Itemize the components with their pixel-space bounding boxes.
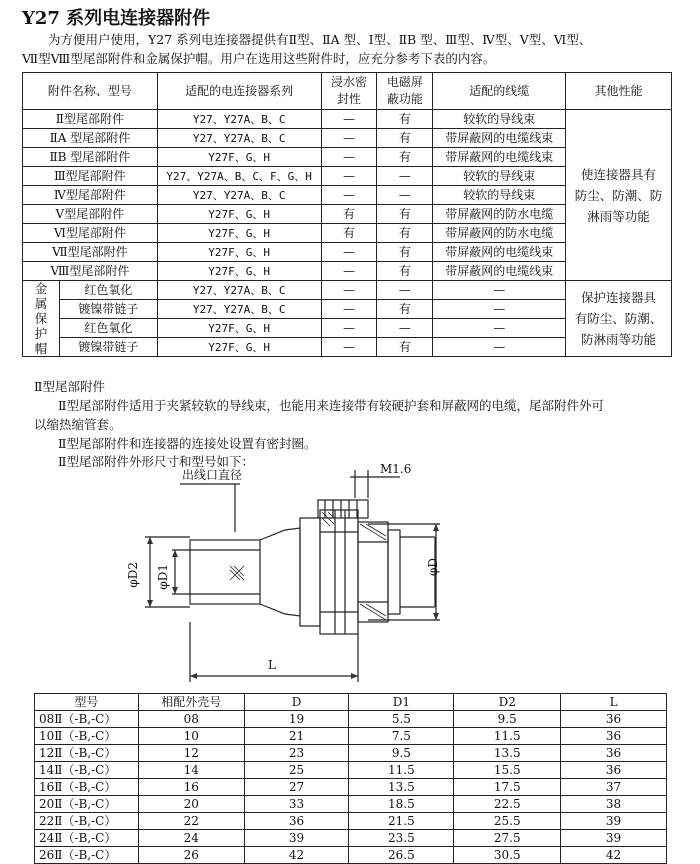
cable-type: 带屏蔽网的电缆线束	[433, 148, 566, 167]
model-cell: 16Ⅱ（-B,-C）	[35, 779, 139, 796]
water-seal: —	[321, 129, 377, 148]
note-line: 防淋雨等功能	[581, 332, 657, 347]
water-seal: —	[321, 319, 377, 338]
cap-name: 红色氧化	[59, 281, 157, 300]
d1-cell: 11.5	[349, 762, 454, 779]
emi-shield: —	[377, 186, 433, 205]
l-cell: 37	[561, 779, 667, 796]
table2-row	[35, 762, 667, 779]
emi-shield: 有	[377, 129, 433, 148]
l-cell: 38	[561, 796, 667, 813]
note-line: 防尘、防潮、防	[574, 187, 663, 203]
shell-size-cell: 08	[138, 711, 244, 728]
cap-name: 红色氧化	[59, 319, 157, 338]
connector-series: Y27F、G、H	[157, 205, 321, 224]
accessory-name: ⅡA 型尾部附件	[23, 129, 158, 148]
cap-char: 帽	[34, 341, 48, 356]
table1-header-cell: 适配的电连接器系列	[157, 73, 321, 110]
dimension-table	[34, 693, 667, 864]
connector-series: Y27F、G、H	[157, 319, 321, 338]
cable-type: —	[433, 300, 566, 319]
water-seal: —	[321, 148, 377, 167]
table2-header-cell: L	[561, 694, 667, 711]
cap-char: 保	[34, 311, 48, 326]
shell-size-cell: 16	[138, 779, 244, 796]
note-line: 使连接器具有	[581, 166, 657, 182]
cable-type: 较软的导线束	[433, 186, 566, 205]
drawing-svg	[130, 462, 590, 687]
table2-row	[35, 796, 667, 813]
metal-cap-group	[23, 281, 60, 357]
shell-size-cell: 14	[138, 762, 244, 779]
d1-cell: 9.5	[349, 745, 454, 762]
cable-type: 带屏蔽网的电缆线束	[433, 129, 566, 148]
water-seal: —	[321, 338, 377, 357]
accessory-name: Ⅲ型尾部附件	[23, 167, 158, 186]
emi-shield: 有	[377, 262, 433, 281]
connector-series: Y27F、G、H	[157, 148, 321, 167]
d-cell: 36	[244, 813, 349, 830]
connector-series: Y27、Y27A、B、C	[157, 281, 321, 300]
section-title: Ⅱ型尾部附件	[34, 379, 105, 394]
d2-cell: 15.5	[454, 762, 561, 779]
note-line: 淋雨等功能	[587, 208, 650, 224]
connector-series: Y27F、G、H	[157, 224, 321, 243]
water-seal: 有	[321, 224, 377, 243]
water-seal: —	[321, 281, 377, 300]
water-seal: —	[321, 300, 377, 319]
d1-cell: 26.5	[349, 847, 454, 864]
emi-shield: 有	[377, 224, 433, 243]
header-line: 浸水密	[330, 75, 367, 89]
emi-shield: 有	[377, 205, 433, 224]
accessory-name: Ⅶ型尾部附件	[23, 243, 158, 262]
table2-row	[35, 745, 667, 762]
water-seal: —	[321, 167, 377, 186]
d2-cell: 9.5	[454, 711, 561, 728]
d1-cell: 7.5	[349, 728, 454, 745]
section-para-2: Ⅱ型尾部附件和连接器的连接处设置有密封圈。	[58, 436, 317, 451]
header-line: 封性	[336, 92, 361, 106]
table2-header-cell: D2	[454, 694, 561, 711]
shell-size-cell: 12	[138, 745, 244, 762]
accessory-name: Ⅷ型尾部附件	[23, 262, 158, 281]
d2-cell: 11.5	[454, 728, 561, 745]
cable-type: 带屏蔽网的防水电缆	[433, 205, 566, 224]
cap-name: 镀镍带链子	[59, 300, 157, 319]
emi-shield: 有	[377, 110, 433, 129]
shell-size-cell: 24	[138, 830, 244, 847]
model-cell: 12Ⅱ（-B,-C）	[35, 745, 139, 762]
header-line: 蔽功能	[386, 92, 423, 106]
l-cell: 36	[561, 762, 667, 779]
model-cell: 10Ⅱ（-B,-C）	[35, 728, 139, 745]
d-cell: 42	[244, 847, 349, 864]
d-label: φD	[426, 558, 440, 577]
connector-series: Y27、Y27A、B、C	[157, 186, 321, 205]
table2-row	[35, 728, 667, 745]
cap-name: 镀镍带链子	[59, 338, 157, 357]
model-cell: 14Ⅱ（-B,-C）	[35, 762, 139, 779]
d-cell: 27	[244, 779, 349, 796]
connector-series: Y27、Y27A、B、C	[157, 110, 321, 129]
connector-series: Y27F、G、H	[157, 262, 321, 281]
water-seal: —	[321, 262, 377, 281]
cap-char: 护	[34, 326, 48, 341]
table2-row	[35, 847, 667, 864]
intro-line-2: Ⅶ型Ⅷ型尾部附件和金属保护帽。用户在选用这些附件时，应充分参考下表的内容。	[22, 51, 496, 66]
shell-size-cell: 20	[138, 796, 244, 813]
note-line: 保护连接器具	[581, 290, 657, 305]
table2-header-cell: D1	[349, 694, 454, 711]
shell-size-cell: 22	[138, 813, 244, 830]
other-performance	[566, 110, 672, 281]
l-label: L	[268, 658, 276, 672]
cap-char: 金	[34, 281, 48, 296]
d1-cell: 23.5	[349, 830, 454, 847]
cable-type: 带屏蔽网的防水电缆	[433, 224, 566, 243]
d1-cell: 21.5	[349, 813, 454, 830]
accessory-name: Ⅴ型尾部附件	[23, 205, 158, 224]
d2-cell: 30.5	[454, 847, 561, 864]
table2-row	[35, 813, 667, 830]
d-cell: 21	[244, 728, 349, 745]
emi-shield: —	[377, 167, 433, 186]
cable-type: —	[433, 338, 566, 357]
d-cell: 19	[244, 711, 349, 728]
table1-header-cell: 其他性能	[566, 73, 672, 110]
l-cell: 36	[561, 728, 667, 745]
d2-cell: 13.5	[454, 745, 561, 762]
cable-type: 带屏蔽网的电缆线束	[433, 243, 566, 262]
water-seal: —	[321, 110, 377, 129]
model-cell: 22Ⅱ（-B,-C）	[35, 813, 139, 830]
d1-cell: 13.5	[349, 779, 454, 796]
cable-type: —	[433, 319, 566, 338]
header-line: 电磁屏	[386, 75, 423, 89]
note-line: 有防尘、防潮、	[574, 311, 663, 326]
outlet-diameter-label: 出线口直径	[182, 468, 243, 482]
shell-size-cell: 10	[138, 728, 244, 745]
table1-row	[23, 110, 672, 129]
emi-shield: 有	[377, 300, 433, 319]
d-cell: 25	[244, 762, 349, 779]
connector-series: Y27、Y27A、B、C	[157, 129, 321, 148]
d1-cell: 18.5	[349, 796, 454, 813]
table2-header-cell: D	[244, 694, 349, 711]
m-thread-label: M1.6	[380, 462, 412, 476]
section-para-1b: 以缩热缩管套。	[34, 417, 122, 432]
table1-header-cell: 适配的线缆	[433, 73, 566, 110]
d1-label: φD1	[156, 564, 170, 590]
intro-line-1: 为方便用户使用，Y27 系列电连接器提供有Ⅱ型、ⅡA 型、Ⅰ型、ⅡB 型、Ⅲ型、Ⅳ型、Ⅴ型、Ⅵ型、	[48, 32, 592, 47]
d-cell: 39	[244, 830, 349, 847]
accessory-name: Ⅵ型尾部附件	[23, 224, 158, 243]
table2-row	[35, 711, 667, 728]
table2-header-cell: 相配外壳号	[138, 694, 244, 711]
table2-row	[35, 830, 667, 847]
cable-type: 较软的导线束	[433, 110, 566, 129]
cap-char: 属	[34, 296, 48, 311]
water-seal: 有	[321, 205, 377, 224]
l-cell: 39	[561, 813, 667, 830]
cable-type: —	[433, 281, 566, 300]
model-cell: 24Ⅱ（-B,-C）	[35, 830, 139, 847]
connector-series: Y27、Y27A、B、C	[157, 300, 321, 319]
cable-type: 带屏蔽网的电缆线束	[433, 262, 566, 281]
table1-header-cell	[377, 73, 433, 110]
model-cell: 20Ⅱ（-B,-C）	[35, 796, 139, 813]
l-cell: 36	[561, 711, 667, 728]
emi-shield: 有	[377, 243, 433, 262]
l-cell: 42	[561, 847, 667, 864]
table2-row	[35, 779, 667, 796]
d2-cell: 22.5	[454, 796, 561, 813]
water-seal: —	[321, 186, 377, 205]
emi-shield: 有	[377, 148, 433, 167]
table1-header-cell: 附件名称、型号	[23, 73, 158, 110]
d-cell: 33	[244, 796, 349, 813]
d2-label: φD2	[126, 562, 140, 588]
section-para-1a: Ⅱ型尾部附件适用于夹紧较软的导线束，也能用来连接带有较硬护套和屏蔽网的电缆，尾部附件外可	[58, 398, 604, 413]
other-performance	[566, 281, 672, 357]
emi-shield: —	[377, 319, 433, 338]
l-cell: 36	[561, 745, 667, 762]
table1-cap-row	[23, 281, 672, 300]
connector-series: Y27F、G、H	[157, 243, 321, 262]
d2-cell: 27.5	[454, 830, 561, 847]
d2-cell: 25.5	[454, 813, 561, 830]
emi-shield: 有	[377, 338, 433, 357]
shell-size-cell: 26	[138, 847, 244, 864]
model-cell: 26Ⅱ（-B,-C）	[35, 847, 139, 864]
table2-header-row	[35, 694, 667, 711]
d-cell: 23	[244, 745, 349, 762]
page-title: Y27 系列电连接器附件	[22, 8, 211, 29]
tail-accessory-drawing	[126, 462, 590, 687]
table1-header-row	[23, 73, 672, 110]
d1-cell: 5.5	[349, 711, 454, 728]
d2-cell: 17.5	[454, 779, 561, 796]
connector-series: Y27F、G、H	[157, 338, 321, 357]
cable-type: 较软的导线束	[433, 167, 566, 186]
table2-header-cell: 型号	[35, 694, 139, 711]
connector-series: Y27、Y27A、B、C、F、G、H	[157, 167, 321, 186]
section-para-3: Ⅱ型尾部附件外形尺寸和型号如下：	[58, 454, 254, 469]
water-seal: —	[321, 243, 377, 262]
model-cell: 08Ⅱ（-B,-C）	[35, 711, 139, 728]
accessory-name: Ⅱ型尾部附件	[23, 110, 158, 129]
accessory-name: Ⅳ型尾部附件	[23, 186, 158, 205]
table1-header-cell	[321, 73, 377, 110]
accessory-name: ⅡB 型尾部附件	[23, 148, 158, 167]
l-cell: 39	[561, 830, 667, 847]
accessory-table	[22, 72, 672, 357]
emi-shield: —	[377, 281, 433, 300]
